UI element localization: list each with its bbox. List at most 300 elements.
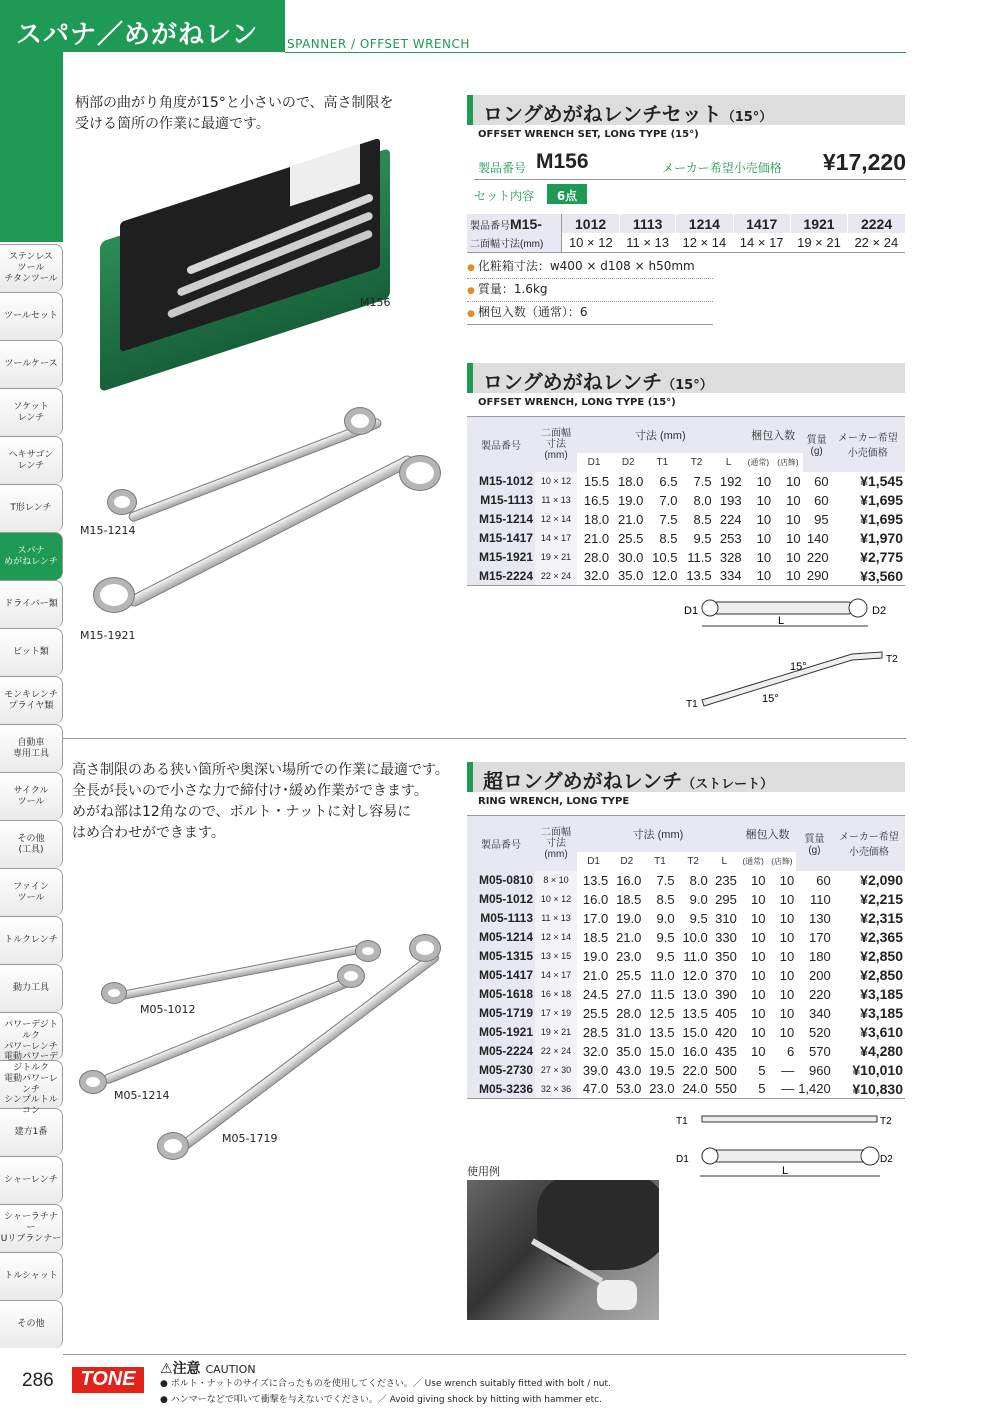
table-cell: 12.0 xyxy=(652,568,678,584)
set-price: ¥17,220 xyxy=(822,149,906,175)
table-cell: 7.5 xyxy=(645,510,679,529)
long-lead-text xyxy=(72,760,449,844)
table-cell: 10 xyxy=(779,891,795,907)
table-cell: 220 xyxy=(803,548,831,567)
table-cell: 11 × 13 xyxy=(535,909,577,928)
sidebar-item[interactable]: その他 (工具) xyxy=(0,820,63,868)
table-cell: 10 xyxy=(786,568,801,584)
table-cell: ¥1,970 xyxy=(860,530,903,546)
table-cell: 16.0 xyxy=(610,871,643,890)
table-cell: 60 xyxy=(796,871,833,890)
table-cell: 328 xyxy=(714,548,744,567)
sidebar-item[interactable]: その他 xyxy=(0,1300,63,1348)
table-cell: 8.5 xyxy=(659,530,678,546)
table-cell: 180 xyxy=(796,947,833,966)
page-category-subtitle: SPANNER / OFFSET WRENCH xyxy=(287,37,470,51)
sidebar-item[interactable]: サイクル ツール xyxy=(0,772,63,820)
set-code-cell: 2224 xyxy=(860,215,893,232)
table-cell: 10 xyxy=(739,871,768,890)
table-cell: 10 xyxy=(773,510,803,529)
table-cell: 12.0 xyxy=(682,967,708,983)
set-code-cell: 1113 xyxy=(620,214,676,233)
table-cell: 13.5 xyxy=(643,1023,676,1042)
table-cell: 28.0 xyxy=(616,1005,642,1021)
table-cell: 220 xyxy=(796,985,833,1004)
table-cell: 200 xyxy=(809,967,831,983)
table-cell: 19 × 21 xyxy=(535,548,577,567)
photo-label: M05-1719 xyxy=(222,1132,278,1145)
spec-bullet: ● 質量：1.6kg xyxy=(467,279,713,302)
col-price: メーカー希望 小売価格 xyxy=(833,816,905,871)
table-cell: 8.0 xyxy=(693,492,712,508)
straight-dimension-diagram xyxy=(672,1108,902,1188)
table-cell: 21.0 xyxy=(582,967,609,983)
table-cell: 18.5 xyxy=(582,929,609,945)
table-cell: 13.5 xyxy=(577,871,610,890)
table-cell: ¥3,185 xyxy=(860,1005,903,1021)
table-cell: 13.5 xyxy=(682,1005,708,1021)
table-cell: 10.0 xyxy=(682,929,708,945)
table-cell: 19.0 xyxy=(610,909,643,928)
table-cell: 21.0 xyxy=(583,530,610,546)
col-d2: D2 xyxy=(611,453,645,472)
table-cell: 8 × 10 xyxy=(535,871,577,890)
table-cell: 30.0 xyxy=(611,548,645,567)
set-size-cell: 12 × 14 xyxy=(682,234,727,250)
table-cell: 32 × 36 xyxy=(535,1080,577,1099)
table-cell: M05-0810 xyxy=(467,871,535,890)
table-cell: 19.5 xyxy=(643,1061,676,1080)
table-cell: 10 xyxy=(739,1023,768,1042)
set-code-cell: 1417 xyxy=(733,214,790,233)
table-cell: ¥2,090 xyxy=(833,871,905,890)
table-cell: 27.0 xyxy=(610,985,643,1004)
table-cell: 193 xyxy=(719,492,742,508)
table-cell: M15-1113 xyxy=(467,491,535,510)
table-prefix: M15- xyxy=(510,215,542,232)
table-row xyxy=(467,928,905,947)
table-cell: ¥4,280 xyxy=(860,1043,903,1059)
spec-bullet: ● 梱包入数（通常）：6 xyxy=(467,302,713,325)
table-cell: 17 × 19 xyxy=(535,1004,577,1023)
diagram-t2: T2 xyxy=(886,654,898,665)
col-dims: 寸法 (mm) xyxy=(577,816,739,852)
sidebar-item[interactable]: 建方1番 xyxy=(0,1108,63,1156)
table-cell: 9.5 xyxy=(643,947,676,966)
caution-en: CAUTION xyxy=(205,1363,256,1376)
set-size-cell: 19 × 21 xyxy=(797,234,841,250)
table-cell: 18.0 xyxy=(611,472,645,491)
table-row xyxy=(467,472,905,491)
title-text: ロングめがねレンチ xyxy=(483,370,663,394)
col-pack: 梱包入数 xyxy=(739,816,796,852)
table-cell: 5 xyxy=(739,1061,768,1080)
table-cell: ¥2,775 xyxy=(831,548,905,567)
table-cell: 10 xyxy=(773,548,803,567)
table-row xyxy=(467,1061,905,1080)
lead-line: 受ける箇所の作業に最適です。 xyxy=(75,116,270,132)
table-row xyxy=(467,871,905,890)
title-suffix: （ストレート） xyxy=(682,777,774,792)
table-cell: 253 xyxy=(719,530,742,546)
table-cell: 10 xyxy=(768,909,797,928)
caution-note: ボルト・ナットのサイズに合ったものを使用してください。／ Use wrench suitably fitted with bolt / nut. xyxy=(170,1379,611,1389)
col-t2: T2 xyxy=(679,453,713,472)
table-cell: 24.5 xyxy=(577,985,610,1004)
table-cell: 12 × 14 xyxy=(535,928,577,947)
table-cell: 15.0 xyxy=(649,1043,675,1059)
set-contents-count: 6点 xyxy=(547,184,587,204)
set-lead-text xyxy=(75,93,394,135)
table-cell: 224 xyxy=(714,510,744,529)
table-cell: 16.0 xyxy=(682,1043,708,1059)
sidebar-item[interactable]: T形レンチ xyxy=(0,484,63,532)
lead-line: 全長が長いので小さな力で締付け･緩め作業ができます。 xyxy=(72,783,428,799)
col-code: 製品番号 xyxy=(467,816,535,871)
table-cell: 18.0 xyxy=(577,510,611,529)
sidebar-item[interactable]: パワーデジトルク パワーレンチ xyxy=(0,1012,63,1060)
col-weight: 質量 (g) xyxy=(796,816,833,871)
table-cell: M15-1214 xyxy=(467,510,535,529)
page-number: 286 xyxy=(22,1370,54,1391)
diagram-l: L xyxy=(782,1165,789,1177)
table-cell: ¥2,850 xyxy=(860,967,903,983)
sidebar-item[interactable]: ヘキサゴン レンチ xyxy=(0,436,63,484)
table-cell: 25.5 xyxy=(618,530,644,546)
table-cell: 10 xyxy=(779,1005,795,1021)
col-store: (店飾) xyxy=(773,453,803,472)
diagram-angle-1: 15° xyxy=(790,661,807,673)
table-cell: 10 xyxy=(744,472,774,491)
table-cell: M05-1618 xyxy=(467,985,535,1004)
offset-dimension-diagram xyxy=(672,592,902,717)
table-cell: 21.0 xyxy=(616,929,642,945)
set-code-price-row xyxy=(474,150,906,180)
table-cell: 330 xyxy=(715,929,737,945)
table-cell: 9.0 xyxy=(689,891,708,907)
sidebar xyxy=(0,244,63,1348)
table-row xyxy=(467,567,905,586)
col-normal: (通常) xyxy=(744,453,774,472)
table-cell: 960 xyxy=(796,1061,833,1080)
table-cell: 15.0 xyxy=(677,1023,710,1042)
sidebar-item[interactable]: ツールケース xyxy=(0,340,63,388)
table-cell: 110 xyxy=(810,891,831,907)
set-section-subtitle: OFFSET WRENCH SET, LONG TYPE (15°) xyxy=(478,129,699,140)
table-cell: 23.0 xyxy=(610,947,643,966)
sidebar-item[interactable]: トルシャット xyxy=(0,1252,63,1300)
section-divider xyxy=(63,738,906,739)
sidebar-item[interactable]: モンキレンチ プライヤ類 xyxy=(0,676,63,724)
col-store: (店飾) xyxy=(768,852,797,871)
set-section-title xyxy=(467,95,905,125)
table-cell: 47.0 xyxy=(582,1081,609,1097)
table-cell: M05-1921 xyxy=(467,1023,535,1042)
table-cell: 13.5 xyxy=(686,568,712,584)
table-cell: 10 xyxy=(751,891,766,907)
table-cell: ¥1,545 xyxy=(831,472,905,491)
table-cell: 16.0 xyxy=(582,891,609,907)
table-cell: 10 xyxy=(756,530,772,546)
table-cell: ¥2,850 xyxy=(833,947,905,966)
table-cell: 43.0 xyxy=(610,1061,643,1080)
table-cell: 10 × 12 xyxy=(535,890,577,909)
table-cell: 370 xyxy=(715,967,737,983)
photo-label: M15-1214 xyxy=(80,524,136,537)
sidebar-item[interactable]: スパナ めがねレンチ xyxy=(0,532,63,580)
col-d1: D1 xyxy=(577,453,611,472)
table-cell: M15-2224 xyxy=(467,567,535,586)
table-cell: 420 xyxy=(710,1023,739,1042)
table-cell: 10 xyxy=(739,985,768,1004)
table-row xyxy=(467,510,905,529)
table-cell: 35.0 xyxy=(616,1043,642,1059)
table-cell: 32.0 xyxy=(583,568,610,584)
table-cell: M05-1719 xyxy=(467,1004,535,1023)
table-cell: 11.5 xyxy=(643,985,676,1004)
table-cell: 8.5 xyxy=(679,510,713,529)
table-cell: 32.0 xyxy=(582,1043,609,1059)
set-code-cell: 1921 xyxy=(790,214,847,233)
sidebar-item[interactable]: シャーレンチ xyxy=(0,1156,63,1204)
table-cell: 500 xyxy=(710,1061,739,1080)
sidebar-item[interactable]: ファイン ツール xyxy=(0,868,63,916)
table-cell: 295 xyxy=(715,891,737,907)
table-cell: 12.5 xyxy=(649,1005,675,1021)
table-cell: 10 xyxy=(768,871,797,890)
table-cell: 28.5 xyxy=(577,1023,610,1042)
warning-icon: ⚠ xyxy=(160,1361,173,1377)
size-label: 二面幅寸法(mm) xyxy=(467,233,562,252)
spec-bullet: ● 化粧箱寸法：w400 × d108 × h50mm xyxy=(467,256,713,279)
footer-rule xyxy=(63,1354,906,1355)
offset-section-subtitle: OFFSET WRENCH, LONG TYPE (15°) xyxy=(478,397,676,408)
table-cell: 25.5 xyxy=(616,967,642,983)
table-cell: ¥10,010 xyxy=(833,1061,905,1080)
table-cell: 25.5 xyxy=(582,1005,609,1021)
table-cell: 22.0 xyxy=(677,1061,710,1080)
table-cell: 13 × 15 xyxy=(535,947,577,966)
table-cell: 60 xyxy=(803,472,831,491)
col-price: メーカー希望 小売価格 xyxy=(831,417,905,472)
table-cell: — xyxy=(781,1081,795,1097)
diagram-angle-2: 15° xyxy=(762,693,779,705)
sidebar-item[interactable]: ステンレス ツール チタンツール xyxy=(0,244,63,292)
table-cell: 17.0 xyxy=(577,909,610,928)
price-label: メーカー希望小売価格 xyxy=(662,161,782,175)
table-cell: ¥1,695 xyxy=(860,492,903,508)
table-cell: M05-1214 xyxy=(467,928,535,947)
caution-note: ハンマーなどで叩いて衝撃を与えないでください。／ Avoid giving shock by hitting with hammer etc. xyxy=(170,1395,602,1405)
col-weight: 質量 (g) xyxy=(803,417,831,472)
table-cell: 10 xyxy=(756,492,772,508)
table-row xyxy=(467,966,905,985)
diagram-t1: T1 xyxy=(686,699,698,710)
table-cell: 6.5 xyxy=(645,472,679,491)
table-cell: 24.0 xyxy=(682,1081,708,1097)
col-code: 製品番号 xyxy=(467,417,535,472)
table-cell: 14 × 17 xyxy=(535,529,577,548)
photo-label: M05-1214 xyxy=(114,1089,170,1102)
sidebar-item[interactable]: ビット類 xyxy=(0,628,63,676)
table-cell: 7.5 xyxy=(643,871,676,890)
table-cell: 11.5 xyxy=(679,548,713,567)
sidebar-item[interactable]: ドライバー類 xyxy=(0,580,63,628)
photo-label: M05-1012 xyxy=(140,1003,196,1016)
table-cell: 9.5 xyxy=(677,909,710,928)
table-cell: 21.0 xyxy=(611,510,645,529)
set-size-cell: 10 × 12 xyxy=(568,234,613,250)
table-cell: 10 xyxy=(744,548,774,567)
set-size-cell: 11 × 13 xyxy=(626,234,670,250)
col-t1: T1 xyxy=(645,453,679,472)
col-pack: 梱包入数 xyxy=(744,417,803,453)
photo-label: M15-1921 xyxy=(80,629,136,642)
set-contents-label: セット内容 xyxy=(474,189,535,203)
table-cell: 10 xyxy=(773,472,803,491)
long-wrench-photo xyxy=(80,935,440,1165)
table-cell: 60 xyxy=(814,492,829,508)
table-row xyxy=(467,529,905,548)
table-cell: 10 xyxy=(739,909,768,928)
table-cell: ¥3,610 xyxy=(833,1023,905,1042)
table-cell: 35.0 xyxy=(618,568,644,584)
table-cell: 350 xyxy=(710,947,739,966)
col-dims: 寸法 (mm) xyxy=(577,417,744,453)
sidebar-item[interactable]: 自動車 専用工具 xyxy=(0,724,63,772)
set-size-cell: 14 × 17 xyxy=(739,234,784,250)
table-cell: M05-1113 xyxy=(467,909,535,928)
sidebar-item[interactable]: シャーラチナー Uリブランナー xyxy=(0,1204,63,1252)
table-cell: 10 xyxy=(768,947,797,966)
lead-line: 高さ制限のある狭い箇所や奥深い場所での作業に最適です。 xyxy=(72,762,449,778)
diagram-d2: D2 xyxy=(872,605,887,617)
col-width: 二面幅 寸法 (mm) xyxy=(535,417,577,472)
lead-line: はめ合わせができます。 xyxy=(72,825,225,841)
table-cell: ¥3,185 xyxy=(833,985,905,1004)
table-row xyxy=(467,1042,905,1061)
set-code-cell: 1012 xyxy=(562,214,620,233)
table-row xyxy=(467,909,905,928)
table-cell: 10.5 xyxy=(645,548,679,567)
set-spec-list xyxy=(467,256,713,325)
table-cell: 10 xyxy=(768,985,797,1004)
col-d1: D1 xyxy=(577,852,610,871)
table-cell: 95 xyxy=(803,510,831,529)
sidebar-item[interactable]: ソケット レンチ xyxy=(0,388,63,436)
table-cell: 10 xyxy=(768,1023,797,1042)
set-code-cell: 1214 xyxy=(676,214,733,233)
table-cell: 1,420 xyxy=(798,1081,831,1097)
table-cell: 550 xyxy=(715,1081,737,1097)
table-cell: 16 × 18 xyxy=(535,985,577,1004)
table-head-label: 製品番号 xyxy=(470,220,510,232)
table-cell: 130 xyxy=(796,909,833,928)
table-cell: 7.0 xyxy=(659,492,678,508)
sidebar-item[interactable]: ジトルク 電動パワーレンチ シンプルトル xyxy=(0,1060,63,1108)
table-cell: 22 × 24 xyxy=(535,1042,577,1061)
table-cell: M15-1417 xyxy=(467,529,535,548)
table-cell: 10 xyxy=(779,967,795,983)
title-suffix: （15°） xyxy=(721,110,773,125)
table-cell: 39.0 xyxy=(577,1061,610,1080)
table-cell: M05-1417 xyxy=(467,966,535,985)
table-cell: 6 xyxy=(786,1043,795,1059)
table-cell: 28.0 xyxy=(577,548,611,567)
table-cell: 13.0 xyxy=(677,985,710,1004)
table-cell: ¥1,695 xyxy=(831,510,905,529)
col-d2: D2 xyxy=(610,852,643,871)
col-t2: T2 xyxy=(677,852,710,871)
table-cell: 11.0 xyxy=(650,967,675,983)
table-cell: ¥2,215 xyxy=(860,891,903,907)
table-cell: 192 xyxy=(714,472,744,491)
diagram-t2: T2 xyxy=(880,1116,892,1127)
table-cell: M15-1012 xyxy=(467,472,535,491)
table-cell: 10 xyxy=(751,967,766,983)
page-category-title: スパナ／めがねレン xyxy=(0,0,285,52)
diagram-l: L xyxy=(778,615,785,627)
table-row xyxy=(467,985,905,1004)
table-cell: 19.0 xyxy=(618,492,644,508)
sidebar-item[interactable]: 動力工具 xyxy=(0,964,63,1012)
col-width: 二面幅 寸法 (mm) xyxy=(535,816,577,871)
table-cell: 10 xyxy=(744,510,774,529)
table-cell: 10 xyxy=(739,947,768,966)
title-text: 超ロングめがねレンチ xyxy=(483,769,683,793)
col-normal: (通常) xyxy=(739,852,768,871)
table-cell: 8.5 xyxy=(656,891,675,907)
table-cell: 19 × 21 xyxy=(535,1023,577,1042)
sidebar-top-band xyxy=(0,52,63,242)
lead-line: めがね部は12角なので、ボルト・ナットに対し容易に xyxy=(72,804,412,820)
table-cell: 570 xyxy=(809,1043,831,1059)
table-row xyxy=(467,548,905,567)
col-l: L xyxy=(710,852,739,871)
diagram-d1: D1 xyxy=(684,605,699,617)
long-section-title xyxy=(467,762,905,792)
table-cell: 11.0 xyxy=(677,947,710,966)
offset-wrench-photo xyxy=(100,400,400,630)
table-cell: ¥3,560 xyxy=(860,567,903,584)
table-cell: 405 xyxy=(715,1005,737,1021)
set-case-photo xyxy=(100,135,395,355)
table-cell: 14 × 17 xyxy=(535,966,577,985)
caution-title: 注意 xyxy=(172,1361,201,1377)
caution-notes: ● ボルト・ナットのサイズに合ったものを使用してください。／ Use wrench suitably fitted with bolt / nut. ● ハンマーなどで叩いて衝撃を与えないでください。／ Avoid giving shock by hitting with hammer etc. xyxy=(160,1379,611,1405)
table-cell: 10 xyxy=(751,1043,766,1059)
table-cell: 27 × 30 xyxy=(535,1061,577,1080)
table-cell: 340 xyxy=(809,1005,831,1021)
table-row xyxy=(467,1023,905,1042)
table-cell: 10 × 12 xyxy=(535,472,577,491)
sidebar-item[interactable]: トルクレンチ xyxy=(0,916,63,964)
sidebar-item[interactable]: ツールセット xyxy=(0,292,63,340)
table-cell: 23.0 xyxy=(649,1081,675,1097)
table-cell: M05-3236 xyxy=(467,1080,535,1099)
title-text: ロングめがねレンチセット xyxy=(483,102,722,126)
table-cell: M05-1315 xyxy=(467,947,535,966)
photo-label: M156 xyxy=(360,296,391,309)
table-cell: 9.5 xyxy=(693,530,712,546)
table-cell: 7.5 xyxy=(679,472,713,491)
table-cell: 170 xyxy=(809,929,831,945)
caution-heading xyxy=(160,1358,256,1378)
table-cell: ¥10,830 xyxy=(852,1080,903,1097)
table-cell: M15-1921 xyxy=(467,548,535,567)
table-cell: 290 xyxy=(806,568,829,584)
table-cell: 235 xyxy=(710,871,739,890)
